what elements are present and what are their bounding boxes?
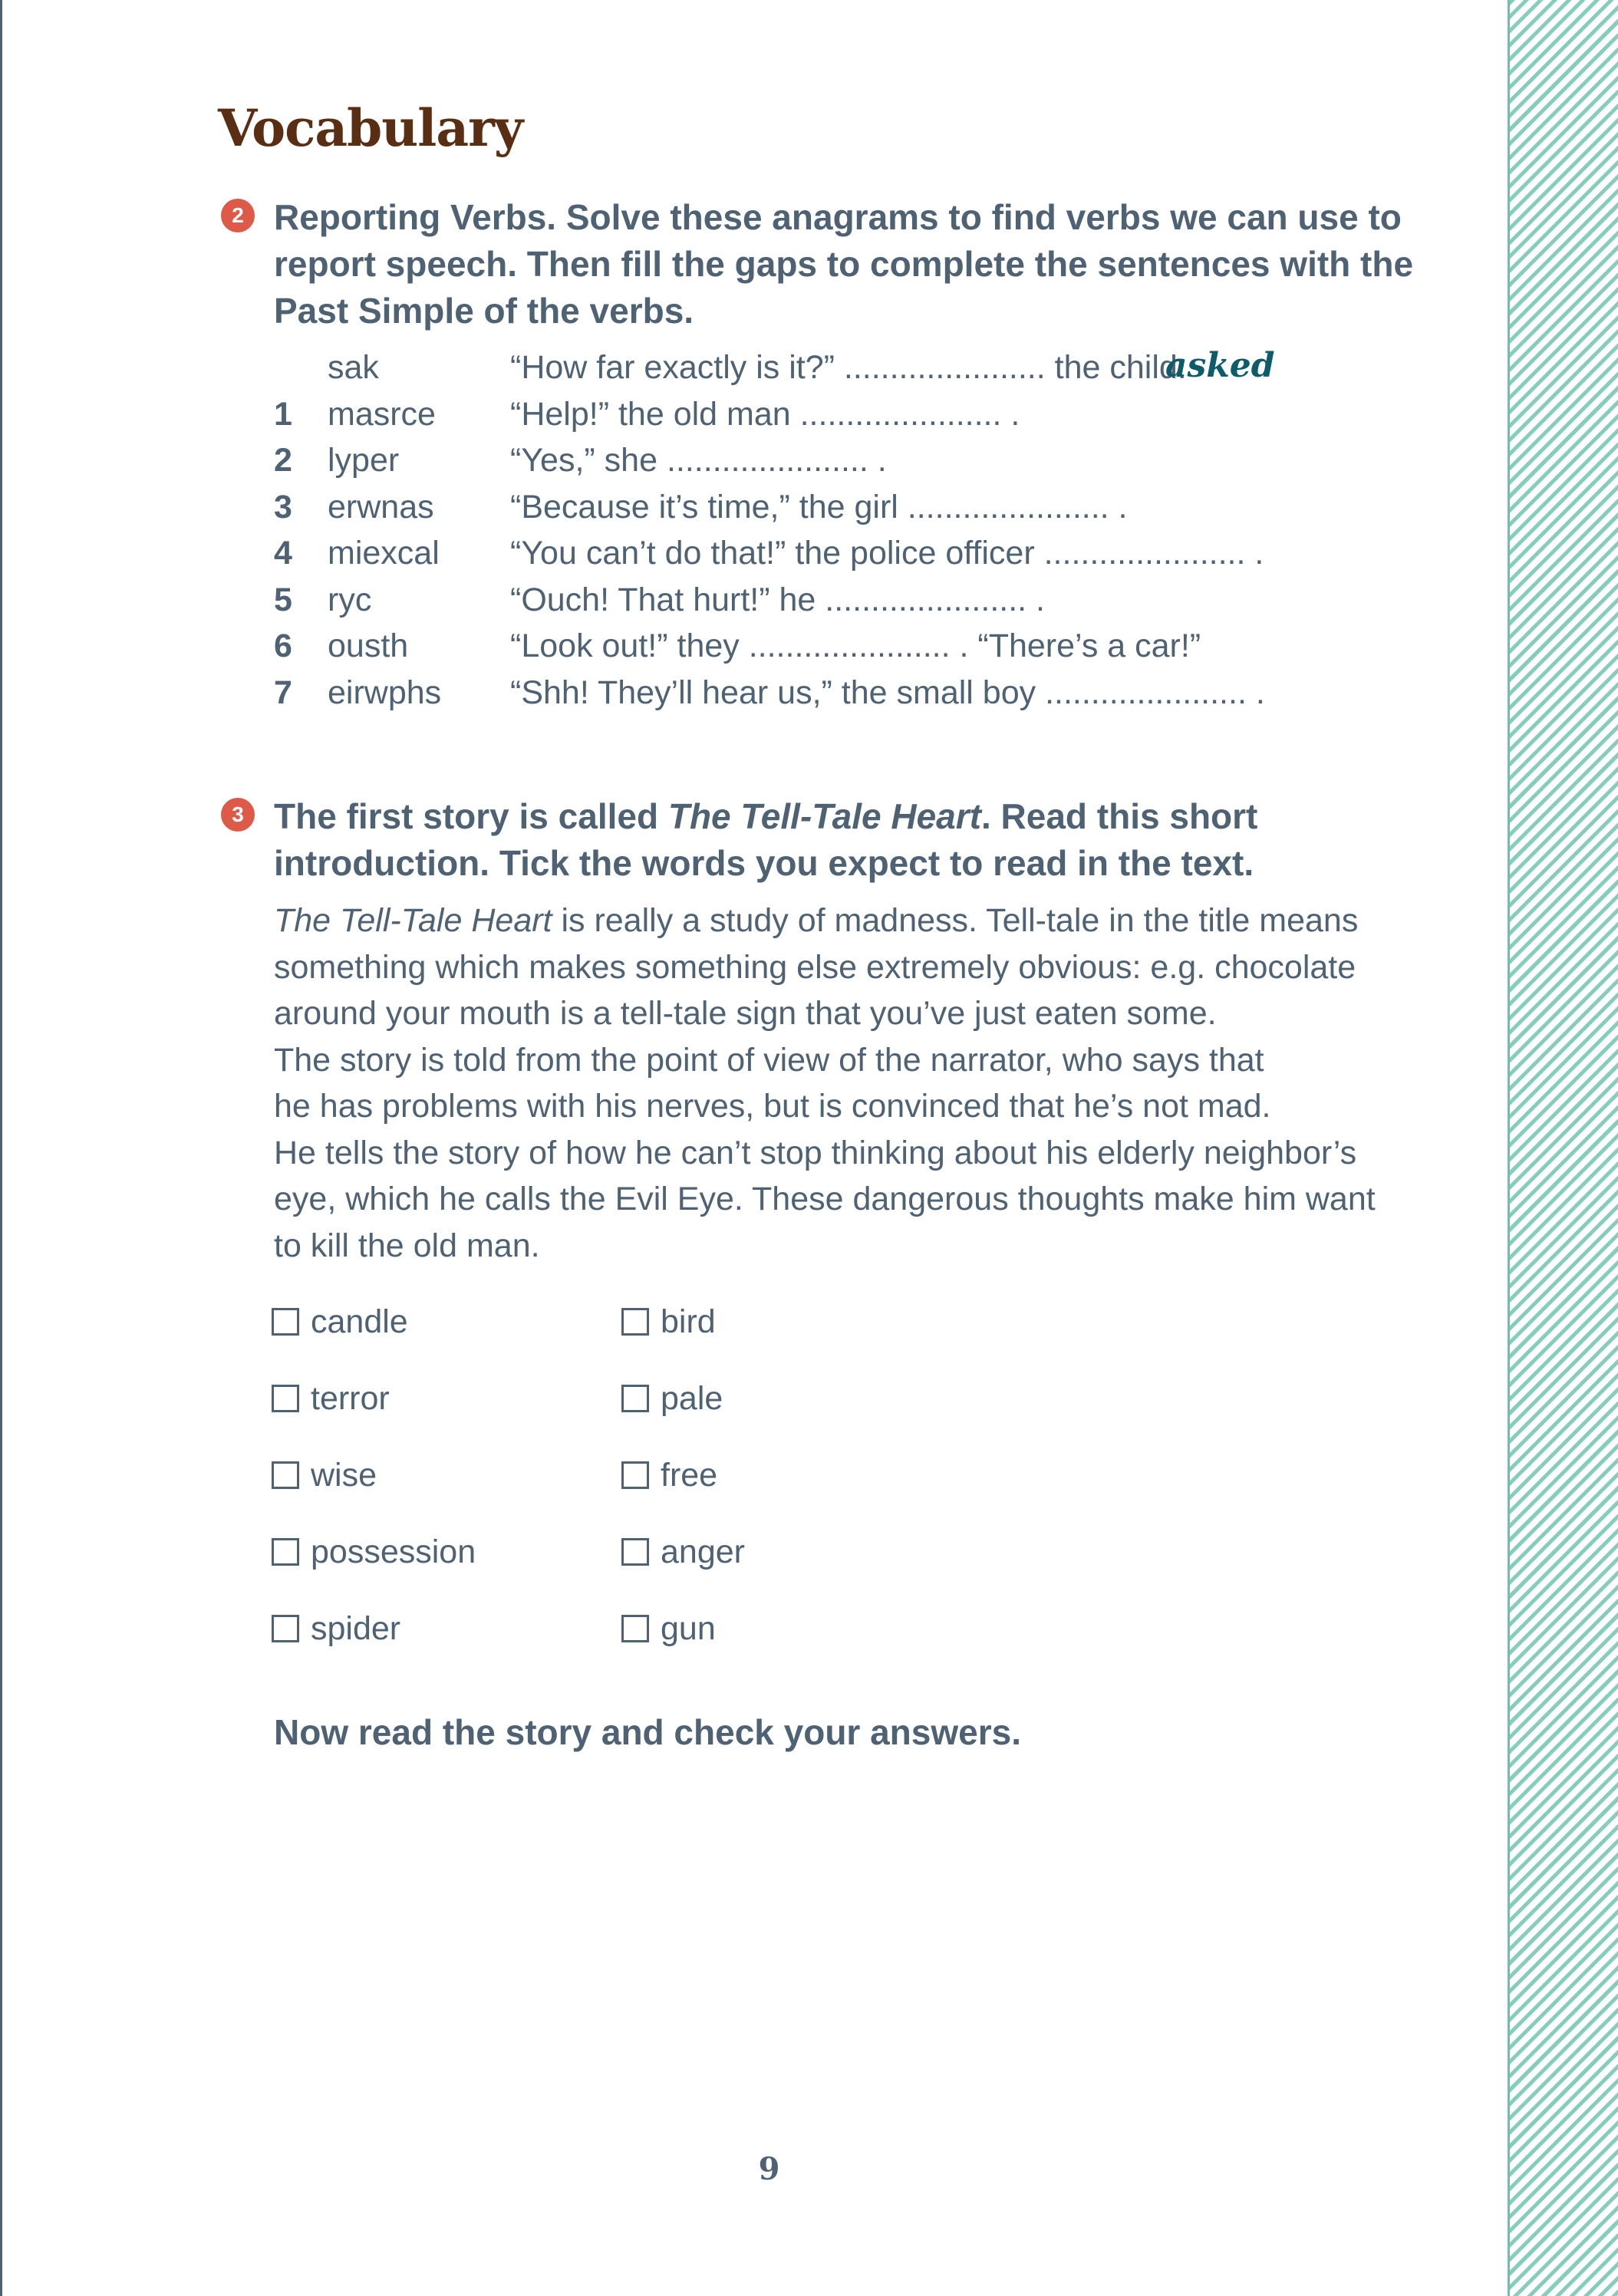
task-2-instruction-line: Past Simple of the verbs. (274, 291, 694, 331)
page-number (0, 2151, 1618, 2187)
word-label: candle (311, 1303, 408, 1340)
gap-sentence[interactable]: “Because it’s time,” the girl ...................... . (510, 489, 1128, 525)
anagram: miexcal (328, 535, 440, 572)
task-3-instruction (274, 793, 1394, 887)
word-label: wise (311, 1457, 377, 1494)
paragraph-line: he has problems with his nerves, but is convinced that he’s not mad. (274, 1088, 1271, 1125)
task-2-number-badge: 2 (221, 199, 255, 232)
section-heading: Vocabulary (218, 98, 523, 158)
task-2-instruction-line: Reporting Verbs. Solve these anagrams to find verbs we can use to (274, 197, 1402, 237)
anagram: erwnas (328, 489, 434, 525)
item-number: 4 (274, 535, 292, 572)
anagram: ryc (328, 581, 372, 618)
checkbox-square[interactable] (272, 1538, 299, 1566)
example-sentence: “How far exactly is it?” ...................... the child. (510, 349, 1187, 386)
checkbox-square[interactable] (272, 1615, 299, 1642)
checkbox-square[interactable] (621, 1308, 649, 1336)
gap-sentence[interactable]: “Shh! They’ll hear us,” the small boy ...................... . (510, 674, 1265, 711)
gap-sentence[interactable]: “Ouch! That hurt!” he ...................... . (510, 581, 1046, 618)
paragraph-text: is really a study of madness. Tell-tale in the title means (552, 902, 1359, 939)
item-number: 6 (274, 628, 292, 664)
word-label: free (661, 1457, 718, 1494)
gap-sentence[interactable]: “You can’t do that!” the police officer ...................... . (510, 535, 1264, 572)
checkbox-square[interactable] (621, 1385, 649, 1412)
paragraph-line: to kill the old man. (274, 1227, 540, 1264)
item-number: 3 (274, 489, 292, 525)
instruction-text: . Read this short (980, 796, 1258, 836)
checkbox-square[interactable] (272, 1461, 299, 1489)
decorative-stripe-border (1508, 0, 1618, 2296)
word-label: gun (661, 1610, 716, 1647)
gap-sentence[interactable]: “Look out!” they ...................... . “There’s a car!” (510, 628, 1201, 664)
word-label: possession (311, 1533, 476, 1570)
paragraph-line (274, 898, 1425, 944)
paragraph-line: around your mouth is a tell-tale sign that you’ve just eaten some. (274, 995, 1217, 1032)
paragraph-line: He tells the story of how he can’t stop thinking about his elderly neighbor’s (274, 1134, 1357, 1171)
word-label: pale (661, 1380, 723, 1417)
instruction-text: The first story is called (274, 796, 668, 836)
story-title: The Tell-Tale Heart (667, 796, 981, 836)
checkbox-square[interactable] (621, 1615, 649, 1642)
paragraph-line: eye, which he calls the Evil Eye. These dangerous thoughts make him want (274, 1181, 1376, 1217)
checkbox-square[interactable] (621, 1538, 649, 1566)
paragraph-line: The story is told from the point of view of the narrator, who says that (274, 1041, 1264, 1079)
checkbox-square[interactable] (272, 1308, 299, 1336)
word-label: terror (311, 1380, 390, 1417)
task-3-number-badge: 3 (221, 798, 255, 832)
example-answer: asked (1165, 346, 1275, 385)
anagram: sak (328, 349, 379, 386)
item-number: 1 (274, 396, 292, 433)
story-title: The Tell-Tale Heart (274, 902, 552, 939)
item-number: 2 (274, 442, 292, 479)
anagram: lyper (328, 442, 400, 479)
gap-sentence[interactable]: “Yes,” she ...................... . (510, 442, 887, 479)
task-2-instruction-line: report speech. Then fill the gaps to complete the sentences with the (274, 244, 1414, 284)
item-number: 5 (274, 581, 292, 618)
word-label: spider (311, 1610, 401, 1647)
checkbox-square[interactable] (272, 1385, 299, 1412)
paragraph-line: something which makes something else extremely obvious: e.g. chocolate (274, 948, 1356, 986)
task-3-instruction-line (274, 793, 1394, 840)
gap-sentence[interactable]: “Help!” the old man ...................... . (510, 396, 1020, 433)
closing-instruction: Now read the story and check your answers. (274, 1712, 1021, 1752)
word-label: anger (661, 1533, 745, 1570)
word-label: bird (661, 1303, 716, 1340)
left-margin-rule (0, 0, 2, 2296)
item-number: 7 (274, 674, 292, 711)
task-3-instruction-line: introduction. Tick the words you expect to read in the text. (274, 843, 1254, 883)
introduction-paragraph (274, 898, 1425, 1269)
checkbox-square[interactable] (621, 1461, 649, 1489)
page-number-text: 9 (758, 2151, 780, 2187)
anagram: masrce (328, 396, 436, 433)
anagram: ousth (328, 628, 409, 664)
task-2-instruction (274, 194, 1414, 334)
anagram: eirwphs (328, 674, 442, 711)
